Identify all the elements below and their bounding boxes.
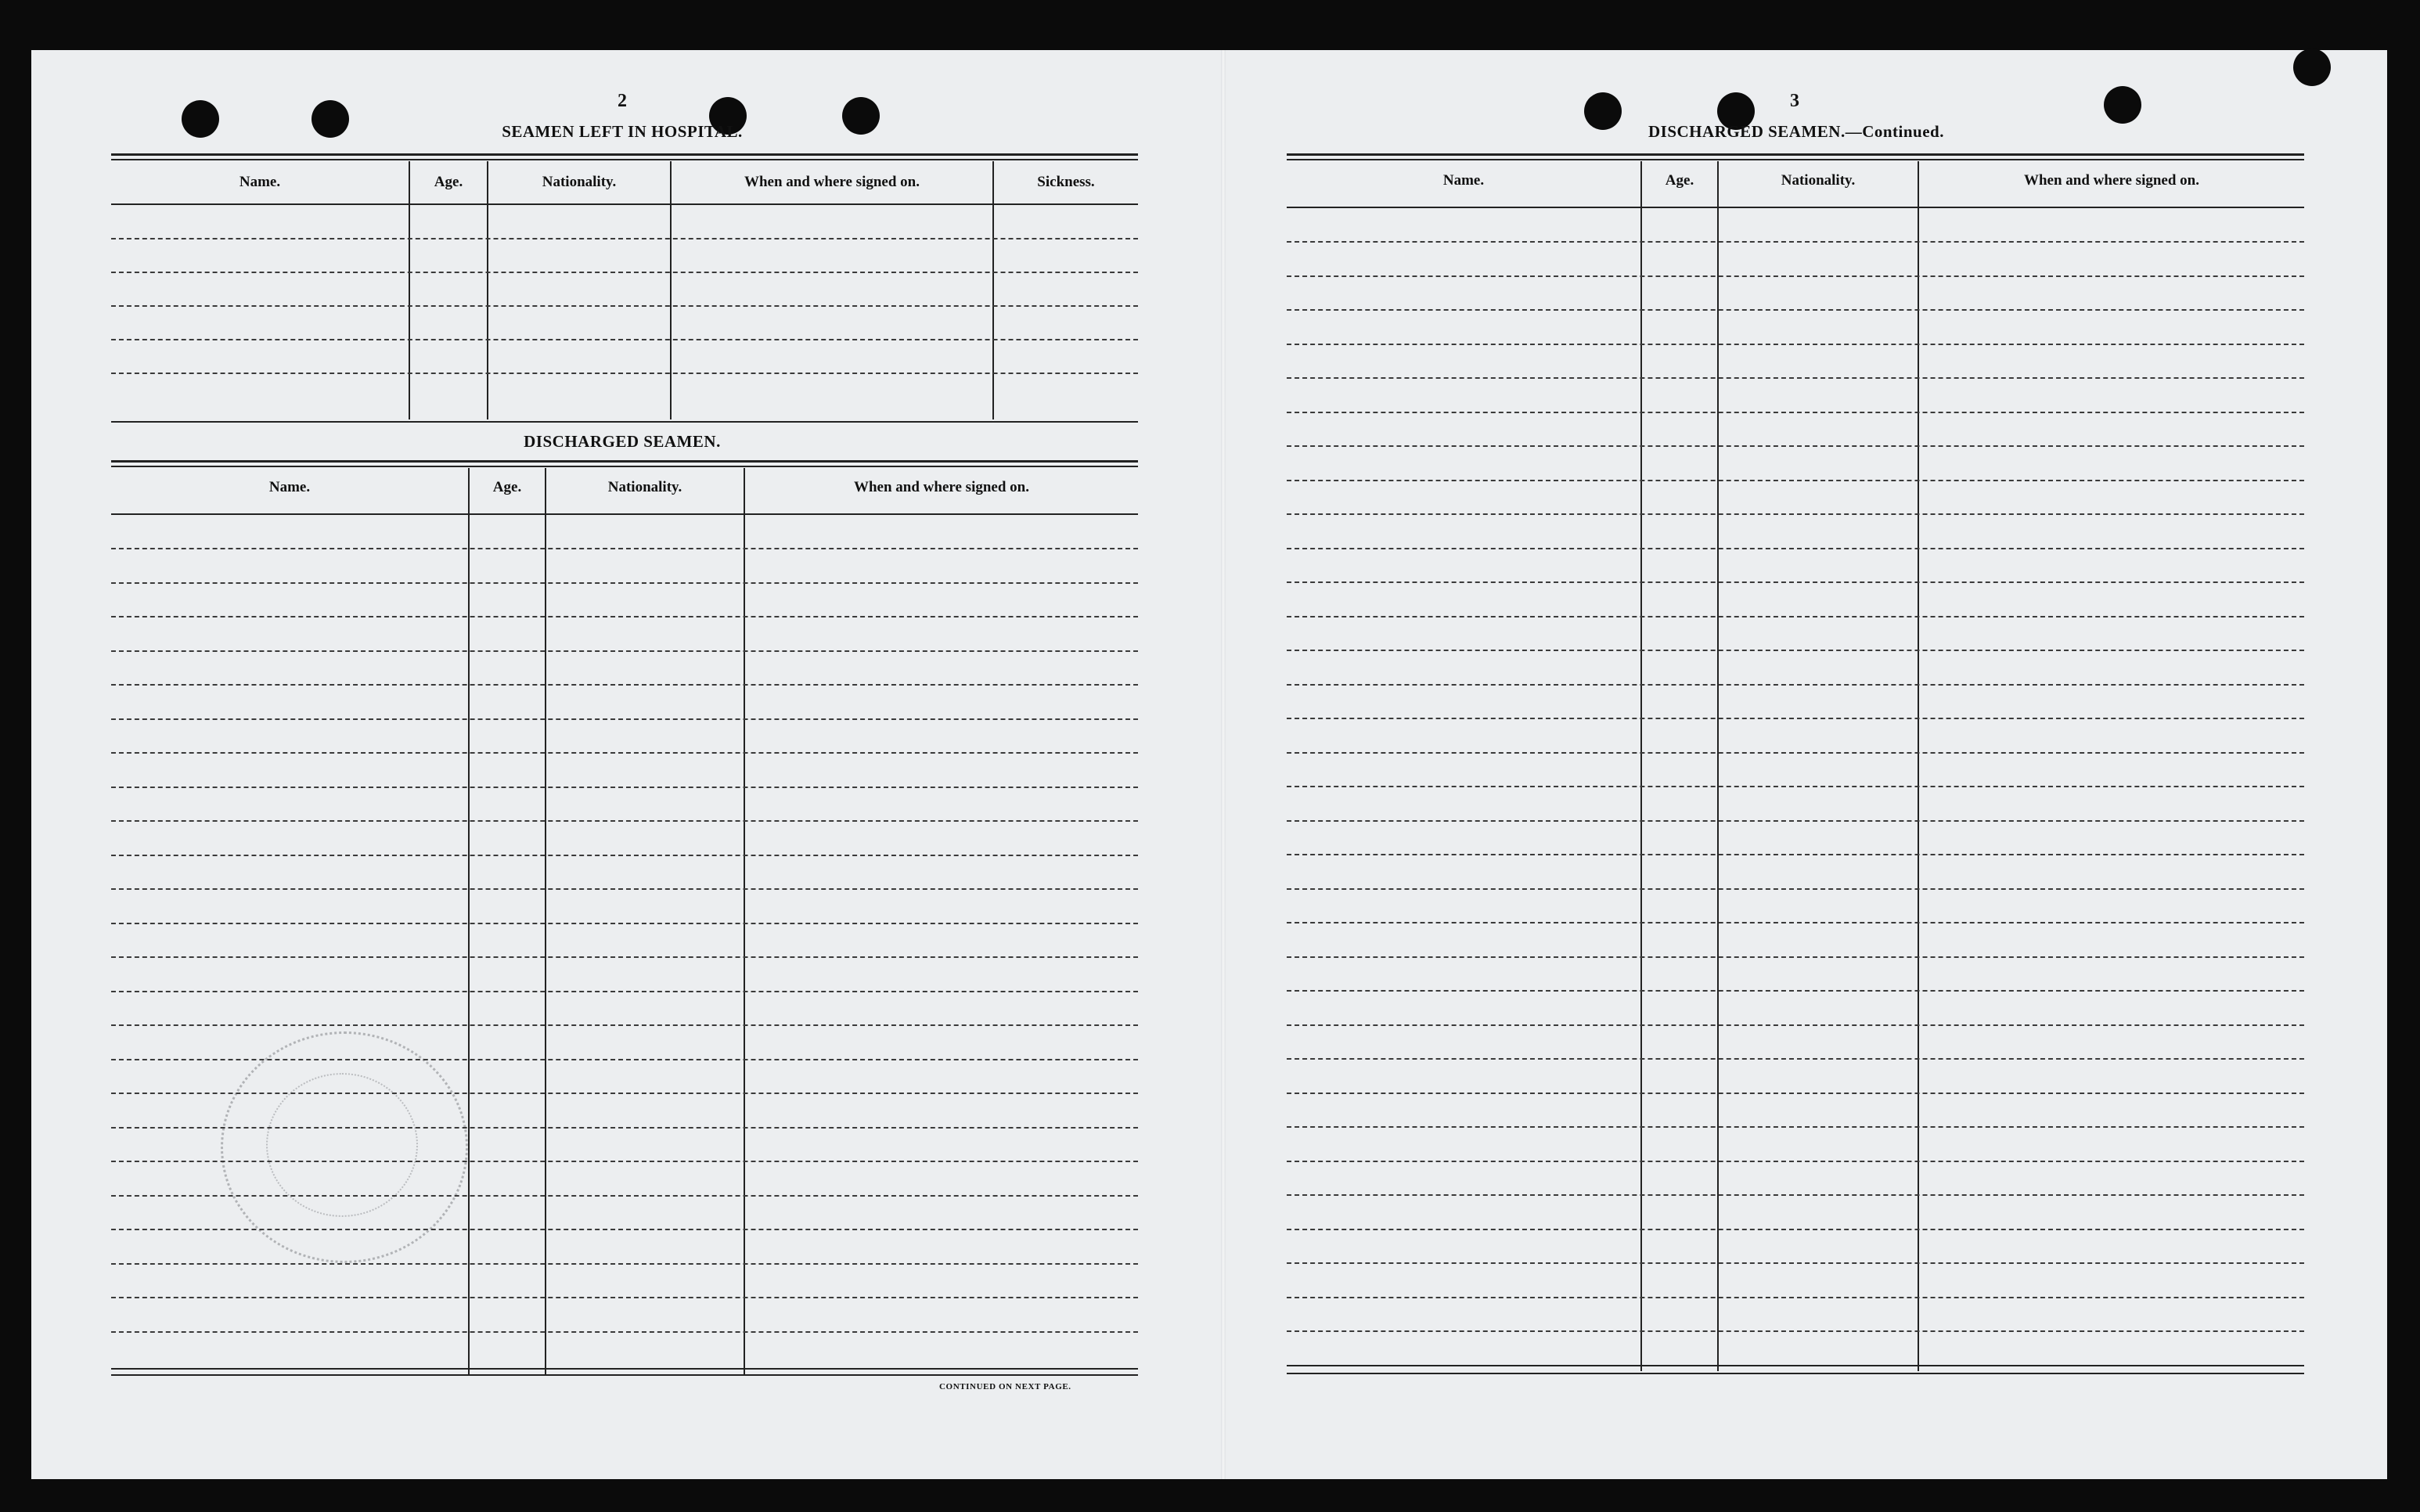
column-header: Name. <box>239 174 281 190</box>
ruled-line <box>111 1161 1138 1162</box>
ruled-line <box>1287 344 2304 345</box>
ruled-line <box>1287 377 2304 379</box>
ruled-line <box>111 1263 1138 1265</box>
ruled-line <box>111 272 1138 273</box>
section-title-discharged-continued: DISCHARGED SEAMEN.—Continued. <box>1648 122 1944 141</box>
ruled-line <box>111 1093 1138 1094</box>
ruled-line <box>1287 1126 2304 1128</box>
ruled-line <box>1287 1058 2304 1060</box>
ruled-line <box>1287 820 2304 822</box>
ruled-line <box>1287 1093 2304 1094</box>
column-header: Name. <box>268 479 311 495</box>
column-header: Age. <box>492 479 522 495</box>
ruled-line <box>111 616 1138 617</box>
section-title-discharged: DISCHARGED SEAMEN. <box>524 432 721 451</box>
ruled-line <box>111 650 1138 652</box>
punch-hole <box>842 97 880 135</box>
page-number: 2 <box>618 91 627 111</box>
ruled-line <box>111 1229 1138 1230</box>
ruled-line <box>1287 1262 2304 1264</box>
ruled-line <box>111 1024 1138 1026</box>
ruled-line <box>1287 786 2304 787</box>
column-header: Age. <box>434 174 463 190</box>
ruled-line <box>1287 1297 2304 1298</box>
column-header: When and where signed on. <box>853 479 1029 495</box>
ruled-line <box>111 238 1138 239</box>
ruled-line <box>111 1195 1138 1197</box>
ruled-line <box>1287 412 2304 413</box>
ruled-line <box>111 1331 1138 1333</box>
page-number: 3 <box>1790 91 1799 111</box>
punch-hole <box>312 100 349 138</box>
ruled-line <box>111 684 1138 686</box>
ruled-line <box>1287 752 2304 754</box>
page-fold <box>1221 50 1226 1479</box>
ruled-line <box>1287 854 2304 855</box>
ruled-line <box>111 1297 1138 1298</box>
ruled-line <box>111 855 1138 856</box>
ruled-line <box>111 305 1138 307</box>
punch-hole <box>2293 49 2331 86</box>
ruled-line <box>1287 718 2304 719</box>
column-header: Nationality. <box>1781 172 1856 189</box>
ruled-line <box>1287 956 2304 958</box>
ruled-line <box>111 787 1138 788</box>
ruled-line <box>111 548 1138 549</box>
ruled-line <box>111 888 1138 890</box>
ruled-line <box>1287 581 2304 583</box>
ruled-line <box>111 718 1138 720</box>
ruled-line <box>1287 275 2304 277</box>
ruled-line <box>111 373 1138 374</box>
ruled-line <box>111 820 1138 822</box>
ruled-line <box>1287 241 2304 243</box>
ruled-line <box>1287 1194 2304 1196</box>
ruled-line <box>1287 309 2304 311</box>
ruled-line <box>111 582 1138 584</box>
ruled-line <box>1287 990 2304 992</box>
ruled-line <box>111 923 1138 924</box>
ruled-line <box>111 956 1138 958</box>
column-header: When and where signed on. <box>744 174 920 190</box>
hospital-table <box>111 153 1138 427</box>
ruled-line <box>1287 684 2304 686</box>
ruled-line <box>1287 1161 2304 1162</box>
column-header: Nationality. <box>607 479 682 495</box>
continued-note: CONTINUED ON NEXT PAGE. <box>939 1382 1071 1391</box>
ruled-line <box>1287 1024 2304 1026</box>
ruled-line <box>1287 548 2304 549</box>
column-header: When and where signed on. <box>2023 172 2199 189</box>
ruled-line <box>111 339 1138 340</box>
ruled-line <box>111 1059 1138 1060</box>
column-header: Nationality. <box>542 174 617 190</box>
ruled-line <box>1287 650 2304 651</box>
column-header: Sickness. <box>1037 174 1095 190</box>
column-header: Age. <box>1665 172 1694 189</box>
ruled-line <box>1287 1330 2304 1332</box>
ruled-line <box>1287 616 2304 617</box>
ruled-line <box>1287 922 2304 923</box>
ruled-line <box>1287 888 2304 890</box>
punch-hole <box>182 100 219 138</box>
section-title-hospital: SEAMEN LEFT IN HOSPITAL. <box>502 122 743 141</box>
ruled-line <box>111 752 1138 754</box>
ruled-line <box>1287 513 2304 515</box>
discharged-table <box>111 460 1138 1376</box>
ruled-line <box>111 991 1138 992</box>
ruled-line <box>1287 480 2304 481</box>
discharged-continued-table <box>1287 153 2304 1379</box>
ruled-line <box>111 1127 1138 1129</box>
column-header: Name. <box>1442 172 1485 189</box>
ruled-line <box>1287 1229 2304 1230</box>
punch-hole <box>2104 86 2141 124</box>
ruled-line <box>1287 445 2304 447</box>
